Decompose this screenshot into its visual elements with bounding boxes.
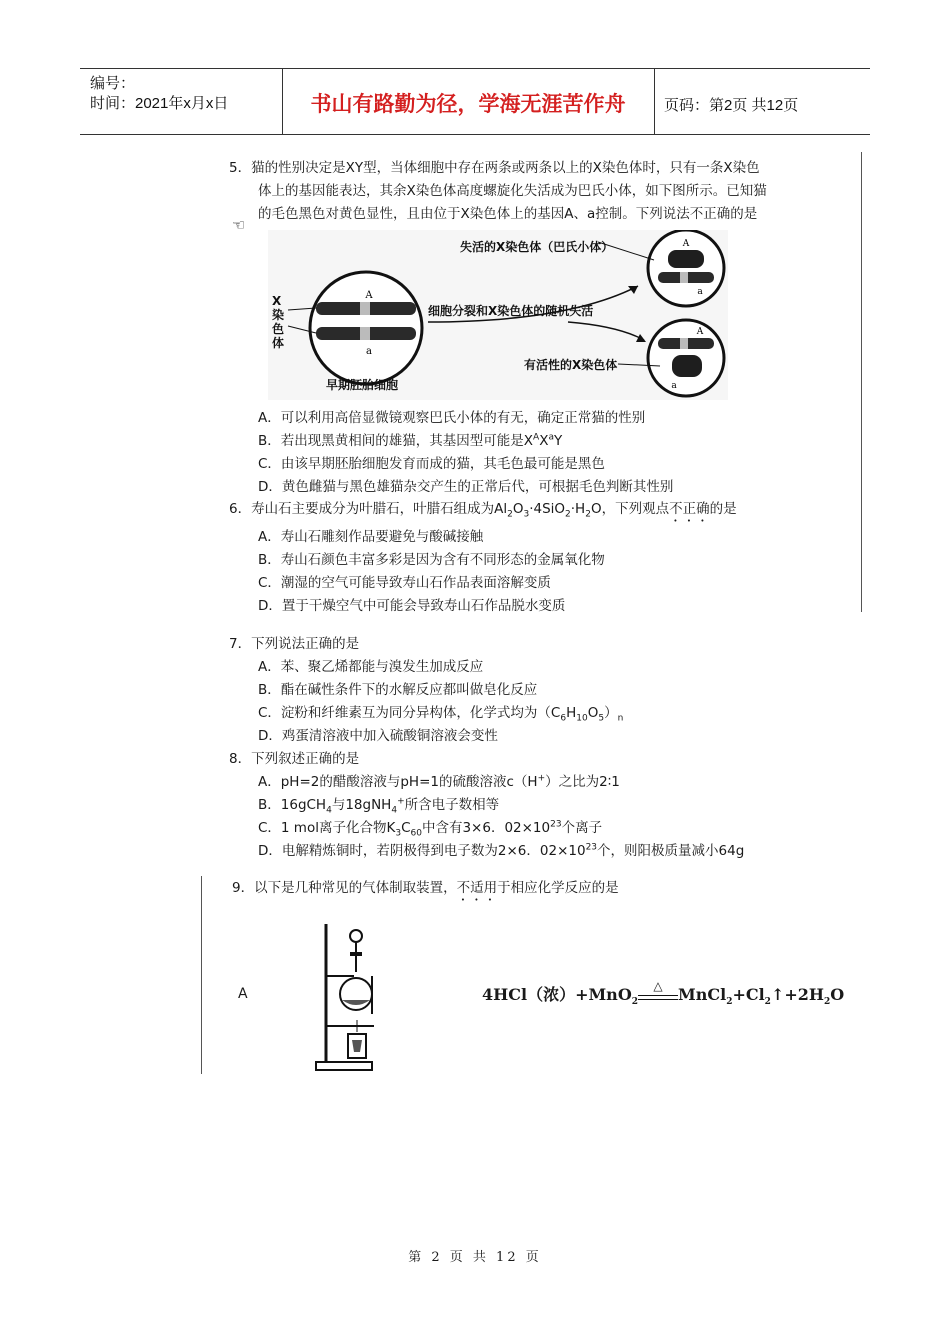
fig-label-process: 细胞分裂和X染色体的随机失活 <box>428 304 594 318</box>
q6-emphasis: 不正确 <box>669 501 710 517</box>
header-bottom-rule <box>80 134 870 135</box>
q5-option-c: C．由该早期胚胎细胞发育而成的猫，其毛色最可能是黑色 <box>258 456 605 472</box>
q9-equation-a: 4HCl（浓）+MnO$_2$ △ $MnCl_2+Cl_2↑+2H_2O$ <box>482 979 845 1008</box>
margin-rule-left <box>201 876 202 1074</box>
q5-option-a: A．可以利用高倍显微镜观察巴氏小体的有无，确定正常猫的性别 <box>258 410 646 426</box>
header-divider-right <box>654 68 655 135</box>
q8-option-c: C．1 mol离子化合物$K_3C_{60}$中含有3×6．$02\times 10^{23}$个离子 <box>258 819 603 839</box>
q5-option-b: B．若出现黑黄相间的雄猫，其基因型可能是$X^AX^aY$ <box>258 432 563 449</box>
header-page-label: 页码：第2页 共12页 <box>664 97 799 114</box>
heat-symbol: △ <box>653 979 663 993</box>
header-time-label: 时间：2021年x月x日 <box>90 95 229 112</box>
stand-base <box>316 1062 372 1070</box>
gas-apparatus-figure <box>310 914 400 1080</box>
q6-stem: 6．寿山石主要成分为叶腊石，叶腊石组成为$Al_2O_3\cdot 4SiO_2\cdot H_2O$，下列观点不正确的是 <box>229 501 737 520</box>
fig-allele-A-bottom: A <box>696 327 704 337</box>
fig-allele-A-top: A <box>682 239 690 249</box>
q7-stem: 7．下列说法正确的是 <box>229 636 360 652</box>
margin-rule-right <box>861 152 862 612</box>
q8-option-b: B．16gCH$_4$与18gNH$_4$+所含电子数相等 <box>258 796 500 816</box>
round-bottom-flask <box>340 978 372 1010</box>
q9-stem: 9．以下是几种常见的气体制取装置，不适用于相应化学反应的是 <box>232 880 619 896</box>
fig-label-x-chromosome: X染色体 <box>272 294 285 350</box>
pointing-hand-icon: ☜ <box>232 216 246 234</box>
q5-line-1: 5．猫的性别决定是XY型，当体细胞中存在两条或两条以上的X染色体时，只有一条X染色 <box>229 160 760 176</box>
q5-line-2: 体上的基因能表达，其余X染色体高度螺旋化失活成为巴氏小体，如下图所示。已知猫 <box>258 183 767 199</box>
header-top-rule <box>80 68 870 69</box>
q6-option-b: B．寿山石颜色丰富多彩是因为含有不同形态的金属氧化物 <box>258 552 605 568</box>
fig-allele-a-top: a <box>697 287 703 297</box>
q7-option-d: D．鸡蛋清溶液中加入硫酸铜溶液会变性 <box>258 728 498 744</box>
q6-option-d: D．置于干燥空气中可能会导致寿山石作品脱水变质 <box>258 598 566 614</box>
q7-option-a: A．苯、聚乙烯都能与溴发生加成反应 <box>258 659 484 675</box>
q7-option-b: B．酯在碱性条件下的水解反应都叫做皂化反应 <box>258 682 538 698</box>
page-footer: 第 2 页 共 12 页 <box>408 1250 542 1265</box>
q6-option-a: A．寿山石雕刻作品要避免与酸碱接触 <box>258 529 484 545</box>
fig-allele-a-bottom: a <box>671 381 677 391</box>
q9-option-a-label: A <box>238 986 248 1002</box>
q8-stem: 8．下列叙述正确的是 <box>229 751 360 767</box>
fig-allele-a-left: a <box>366 346 372 357</box>
q5-option-d: D．黄色雌猫与黑色雄猫杂交产生的正常后代，可根据毛色判断其性别 <box>258 479 674 495</box>
q7-option-c: C．淀粉和纤维素互为同分异构体，化学式均为$(C_6H_{10}O_5)_n$ <box>258 705 624 724</box>
barr-body <box>668 250 704 268</box>
header-motto: 书山有路勤为径，学海无涯苦作舟 <box>310 92 626 116</box>
q5-line-3: 的毛色黑色对黄色显性，且由位于X染色体上的基因A、a控制。下列说法不正确的是 <box>258 206 758 222</box>
fig-allele-A-left: A <box>365 290 373 301</box>
header-number-label: 编号： <box>90 75 136 92</box>
q8-option-d: D．电解精炼铜时，若阴极得到电子数为2×6．$02\times 10^{23}$个，则阳极质量减小64g <box>258 842 745 859</box>
q8-option-a: A．pH=2的醋酸溶液与pH=1的硫酸溶液c（H+）之比为2∶1 <box>258 773 620 790</box>
q9-emphasis: 不适用 <box>456 880 498 896</box>
fig-label-inactive-x: 失活的X染色体（巴氏小体） <box>460 240 614 254</box>
fig-label-active-x: 有活性的X染色体 <box>524 358 618 372</box>
fig-label-embryo-cell: 早期胚胎细胞 <box>326 378 399 392</box>
q6-option-c: C．潮湿的空气可能导致寿山石作品表面溶解变质 <box>258 575 551 591</box>
separatory-funnel <box>350 930 362 942</box>
